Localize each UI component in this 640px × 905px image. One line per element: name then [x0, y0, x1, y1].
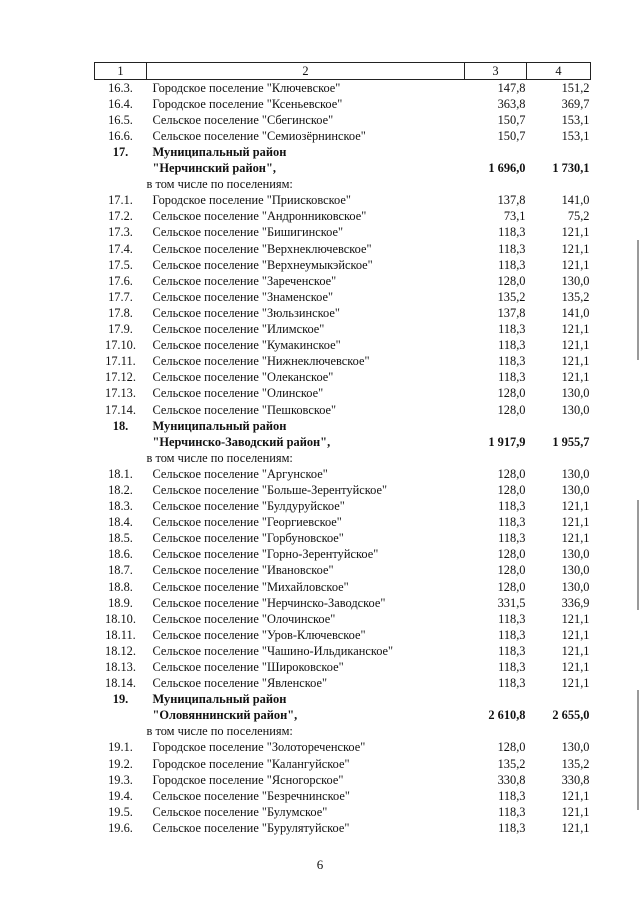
table-row: [95, 241, 591, 257]
row-number: 17.6.: [108, 273, 133, 288]
row-value-col4: 330,8: [561, 772, 590, 787]
row-value-col3: 128,0: [497, 273, 526, 288]
table-row: [95, 322, 591, 338]
row-name: Сельское поселение "Безречнинское": [152, 788, 350, 803]
row-value-col3: 128,0: [497, 740, 526, 755]
row-value-col4: 121,1: [561, 322, 590, 337]
row-value-col4: 135,2: [561, 756, 590, 771]
row-value-col3: 118,3: [498, 660, 526, 675]
row-value-col3: 118,3: [498, 241, 526, 256]
table-row: [95, 531, 591, 547]
row-name: в том числе по поселениям:: [146, 724, 293, 739]
row-value-col3: [465, 144, 527, 160]
row-value-col3: 118,3: [498, 611, 526, 626]
row-number: [95, 161, 147, 177]
table-row: [95, 724, 591, 740]
row-value-col4: 141,0: [561, 193, 590, 208]
table-row: [95, 370, 591, 386]
row-number: 19.3.: [108, 772, 133, 787]
row-value-col4: 130,0: [561, 579, 590, 594]
row-value-col3: 118,3: [498, 804, 526, 819]
row-name: Городское поселение "Калангуйское": [152, 756, 350, 771]
row-name: Городское поселение "Ключевское": [152, 80, 341, 95]
row-number: 17.8.: [108, 305, 133, 320]
row-value-col4: 336,9: [561, 595, 590, 610]
row-name: Сельское поселение "Горбуновское": [152, 531, 344, 546]
row-name: Сельское поселение "Андронниковское": [152, 209, 367, 224]
row-value-col3: 118,3: [498, 515, 526, 530]
table-row: [95, 418, 591, 434]
row-number: 16.4.: [108, 96, 133, 111]
table-row: [95, 466, 591, 482]
row-name: Сельское поселение "Пешковское": [152, 402, 337, 417]
row-value-col4: 121,1: [561, 531, 590, 546]
row-name: Сельское поселение "Чашино-Ильдиканское": [152, 643, 394, 658]
row-number: 18.7.: [108, 563, 133, 578]
row-value-col4: 121,1: [561, 499, 590, 514]
row-value-col4: 130,0: [561, 563, 590, 578]
row-value-col4: 130,0: [561, 386, 590, 401]
row-name: в том числе по поселениям:: [146, 177, 293, 192]
row-value-col3: 118,3: [498, 257, 526, 272]
row-name: Сельское поселение "Зюльзинское": [152, 305, 340, 320]
row-number: 18.12.: [105, 643, 136, 658]
row-name: "Нерчинский район",: [152, 161, 276, 176]
row-number: 16.6.: [108, 128, 133, 143]
row-name: Городское поселение "Приисковское": [152, 193, 351, 208]
table-row: [95, 434, 591, 450]
row-value-col4: 121,1: [561, 788, 590, 803]
row-number: [95, 708, 147, 724]
table-row: [95, 788, 591, 804]
row-value-col4: 121,1: [561, 804, 590, 819]
row-name: Сельское поселение "Бишигинское": [152, 225, 344, 240]
row-name: Сельское поселение "Верхнеключевское": [152, 241, 372, 256]
table-row: [95, 482, 591, 498]
row-number: 16.3.: [108, 80, 133, 95]
table-row: [95, 595, 591, 611]
row-name: Сельское поселение "Верхнеумыкэйское": [152, 257, 373, 272]
row-number: 17.: [112, 145, 129, 160]
row-number: 17.13.: [105, 386, 136, 401]
row-value-col4: 121,1: [561, 660, 590, 675]
row-value-col3: 118,3: [498, 788, 526, 803]
row-name: Муниципальный район: [152, 692, 287, 707]
row-value-col4: 130,0: [561, 547, 590, 562]
table-row: [95, 177, 591, 193]
row-number: 17.5.: [108, 257, 133, 272]
row-number: 16.5.: [108, 112, 133, 127]
row-name: в том числе по поселениям:: [146, 450, 293, 465]
row-name: Муниципальный район: [152, 145, 287, 160]
row-number: 17.3.: [108, 225, 133, 240]
row-number: 18.10.: [105, 611, 136, 626]
table-row: [95, 80, 591, 97]
row-value-col4: 130,0: [561, 466, 590, 481]
row-value-col4: 121,1: [561, 627, 590, 642]
row-name: Сельское поселение "Нижнеключевское": [152, 354, 370, 369]
row-number: 19.6.: [108, 820, 133, 835]
row-value-col4: 130,0: [561, 273, 590, 288]
row-value-col4: 121,1: [561, 241, 590, 256]
row-value-col4: 121,1: [561, 676, 590, 691]
row-number: 17.12.: [105, 370, 136, 385]
row-value-col4: 1 955,7: [552, 434, 590, 449]
table-row: [95, 386, 591, 402]
scan-edge-mark: [637, 500, 639, 610]
row-value-col4: 121,1: [561, 370, 590, 385]
row-number: 18.6.: [108, 547, 133, 562]
row-number: 18.: [112, 418, 129, 433]
row-name: Муниципальный район: [152, 418, 287, 433]
row-name: Сельское поселение "Ивановское": [152, 563, 334, 578]
row-value-col3: 118,3: [498, 531, 526, 546]
row-value-col3: 118,3: [498, 499, 526, 514]
table-row: [95, 676, 591, 692]
row-value-col3: 147,8: [497, 80, 526, 95]
row-number: 18.3.: [108, 499, 133, 514]
row-value-col3: 118,3: [498, 322, 526, 337]
row-value-col4: 121,1: [561, 225, 590, 240]
table-row: [95, 499, 591, 515]
row-value-col3: 128,0: [497, 386, 526, 401]
header-col-3: 3: [465, 63, 527, 80]
row-value-col3: [465, 177, 527, 193]
header-col-1: 1: [95, 63, 147, 80]
row-value-col3: 135,2: [497, 756, 526, 771]
table-row: [95, 820, 591, 836]
row-value-col3: 128,0: [497, 482, 526, 497]
row-number: 18.8.: [108, 579, 133, 594]
row-value-col4: 130,0: [561, 482, 590, 497]
row-value-col4: 130,0: [561, 402, 590, 417]
row-number: 19.4.: [108, 788, 133, 803]
table-row: [95, 273, 591, 289]
row-name: Сельское поселение "Олеканское": [152, 370, 334, 385]
row-number: 19.1.: [108, 740, 133, 755]
row-name: Сельское поселение "Бурулятуйское": [152, 820, 350, 835]
scan-edge-mark: [637, 240, 639, 360]
row-number: 17.7.: [108, 289, 133, 304]
row-value-col3: 128,0: [497, 466, 526, 481]
row-value-col3: 118,3: [498, 354, 526, 369]
row-value-col3: 118,3: [498, 820, 526, 835]
row-name: Сельское поселение "Илимское": [152, 322, 325, 337]
row-name: Сельское поселение "Явленское": [152, 676, 328, 691]
row-number: 17.14.: [105, 402, 136, 417]
row-name: "Нерчинско-Заводский район",: [152, 434, 331, 449]
table-row: [95, 354, 591, 370]
row-number: [95, 434, 147, 450]
row-name: Сельское поселение "Широковское": [152, 660, 344, 675]
row-value-col3: 118,3: [498, 627, 526, 642]
row-value-col3: 128,0: [497, 547, 526, 562]
row-name: Городское поселение "Ясногорское": [152, 772, 344, 787]
row-number: 18.5.: [108, 531, 133, 546]
row-number: 18.13.: [105, 660, 136, 675]
row-value-col4: 130,0: [561, 740, 590, 755]
table-row: [95, 338, 591, 354]
table-row: [95, 772, 591, 788]
row-value-col4: 151,2: [561, 80, 590, 95]
table-row: [95, 740, 591, 756]
table-row: [95, 692, 591, 708]
row-number: 18.11.: [105, 627, 136, 642]
table-row: [95, 579, 591, 595]
row-value-col3: [465, 450, 527, 466]
row-number: 18.14.: [105, 676, 136, 691]
row-name: Сельское поселение "Уров-Ключевское": [152, 627, 366, 642]
row-value-col4: [527, 724, 591, 740]
row-value-col4: [527, 692, 591, 708]
row-value-col3: 128,0: [497, 402, 526, 417]
row-name: Сельское поселение "Булдуруйское": [152, 499, 345, 514]
row-value-col4: 121,1: [561, 643, 590, 658]
row-number: 18.9.: [108, 595, 133, 610]
row-name: Сельское поселение "Больше-Зерентуйское": [152, 482, 388, 497]
row-value-col3: 118,3: [498, 338, 526, 353]
table-row: [95, 708, 591, 724]
row-value-col4: [527, 144, 591, 160]
row-name: Сельское поселение "Георгиевское": [152, 515, 342, 530]
row-value-col3: [465, 724, 527, 740]
table-row: [95, 643, 591, 659]
row-name: Городское поселение "Ксеньевское": [152, 96, 343, 111]
row-name: Городское поселение "Золотореченское": [152, 740, 366, 755]
row-name: Сельское поселение "Михайловское": [152, 579, 349, 594]
row-name: Сельское поселение "Нерчинско-Заводское": [152, 595, 386, 610]
row-number: 19.2.: [108, 756, 133, 771]
row-value-col3: 330,8: [497, 772, 526, 787]
row-number: [95, 450, 147, 466]
row-value-col4: 75,2: [567, 209, 590, 224]
row-value-col4: 141,0: [561, 305, 590, 320]
table-row: [95, 756, 591, 772]
row-name: Сельское поселение "Кумакинское": [152, 338, 341, 353]
row-name: Сельское поселение "Зареченское": [152, 273, 337, 288]
table-row: [95, 515, 591, 531]
row-value-col4: 121,1: [561, 515, 590, 530]
row-value-col4: 369,7: [561, 96, 590, 111]
table-row: [95, 225, 591, 241]
table-row: [95, 193, 591, 209]
page-number: 6: [316, 857, 324, 872]
row-value-col3: 128,0: [497, 579, 526, 594]
row-value-col4: 2 655,0: [552, 708, 590, 723]
row-name: Сельское поселение "Семиозёрнинское": [152, 128, 366, 143]
row-number: [95, 724, 147, 740]
row-name: Сельское поселение "Аргунское": [152, 466, 328, 481]
table-header-row: [95, 63, 591, 80]
row-value-col3: 137,8: [497, 193, 526, 208]
row-value-col3: 2 610,8: [488, 708, 526, 723]
table-row: [95, 804, 591, 820]
table-row: [95, 96, 591, 112]
table-row: [95, 547, 591, 563]
row-value-col4: 121,1: [561, 354, 590, 369]
row-value-col3: 135,2: [497, 289, 526, 304]
table-row: [95, 209, 591, 225]
row-value-col3: 137,8: [497, 305, 526, 320]
row-value-col3: 118,3: [498, 676, 526, 691]
table-row: [95, 627, 591, 643]
row-value-col4: 121,1: [561, 338, 590, 353]
row-value-col3: 331,5: [497, 595, 526, 610]
row-value-col3: 363,8: [497, 96, 526, 111]
table-row: [95, 659, 591, 675]
table-row: [95, 128, 591, 144]
table-row: [95, 402, 591, 418]
allocation-table: [94, 62, 591, 837]
row-value-col3: 118,3: [498, 643, 526, 658]
row-value-col3: [465, 418, 527, 434]
row-value-col3: 118,3: [498, 370, 526, 385]
row-value-col3: 1 917,9: [488, 434, 526, 449]
row-number: 17.1.: [108, 193, 133, 208]
table-row: [95, 563, 591, 579]
row-number: [95, 177, 147, 193]
row-value-col4: [527, 418, 591, 434]
row-value-col3: 150,7: [497, 128, 526, 143]
row-name: "Оловяннинский район",: [152, 708, 298, 723]
row-name: Сельское поселение "Олинское": [152, 386, 324, 401]
row-value-col4: 153,1: [561, 128, 590, 143]
row-value-col4: 1 730,1: [552, 161, 590, 176]
table-row: [95, 112, 591, 128]
table-row: [95, 450, 591, 466]
header-col-4: 4: [527, 63, 591, 80]
row-name: Сельское поселение "Горно-Зерентуйское": [152, 547, 379, 562]
row-value-col4: 121,1: [561, 257, 590, 272]
table-row: [95, 257, 591, 273]
row-number: 17.4.: [108, 241, 133, 256]
table-row: [95, 305, 591, 321]
row-number: 17.11.: [105, 354, 136, 369]
row-number: 19.5.: [108, 804, 133, 819]
row-name: Сельское поселение "Сбегинское": [152, 112, 334, 127]
table-row: [95, 611, 591, 627]
table-row: [95, 144, 591, 160]
row-value-col3: 128,0: [497, 563, 526, 578]
row-number: 18.1.: [108, 466, 133, 481]
row-name: Сельское поселение "Олочинское": [152, 611, 336, 626]
row-number: 17.2.: [108, 209, 133, 224]
scan-edge-mark: [637, 690, 639, 810]
row-name: Сельское поселение "Знаменское": [152, 289, 334, 304]
row-value-col3: [465, 692, 527, 708]
row-number: 17.10.: [105, 338, 136, 353]
row-value-col3: 73,1: [503, 209, 526, 224]
row-value-col4: [527, 177, 591, 193]
table-row: [95, 289, 591, 305]
table-row: [95, 161, 591, 177]
row-number: 18.4.: [108, 515, 133, 530]
header-col-2: 2: [147, 63, 465, 80]
row-value-col4: 121,1: [561, 611, 590, 626]
row-name: Сельское поселение "Булумское": [152, 804, 328, 819]
row-value-col3: 118,3: [498, 225, 526, 240]
row-number: 17.9.: [108, 322, 133, 337]
row-number: 18.2.: [108, 482, 133, 497]
row-value-col3: 150,7: [497, 112, 526, 127]
row-value-col3: 1 696,0: [488, 161, 526, 176]
row-value-col4: 153,1: [561, 112, 590, 127]
row-value-col4: 121,1: [561, 820, 590, 835]
row-value-col4: [527, 450, 591, 466]
row-value-col4: 135,2: [561, 289, 590, 304]
row-number: 19.: [112, 692, 129, 707]
